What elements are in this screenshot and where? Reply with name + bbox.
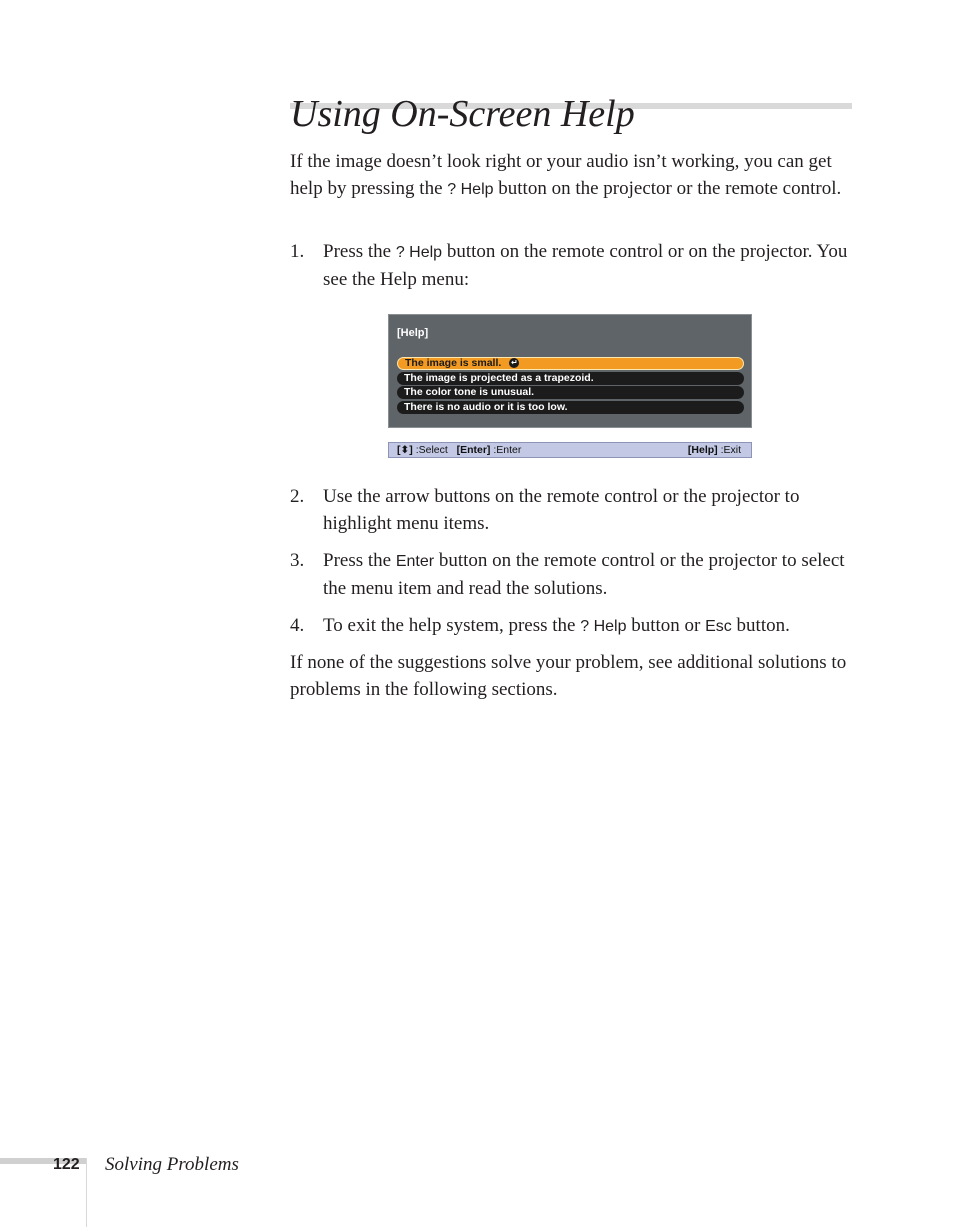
- step-number: 3.: [290, 550, 305, 571]
- step-3: [290, 548, 856, 602]
- closing-paragraph: If none of the suggestions solve your problem, see additional solutions to problems in the following sections.: [290, 652, 847, 700]
- esc-key-label: Esc: [705, 618, 732, 635]
- step-number: 4.: [290, 615, 305, 636]
- page-number: 122: [53, 1156, 80, 1173]
- step-text: [323, 239, 856, 293]
- step-text-after: button on the remote control or the projector to select the menu item and read the solutions.: [323, 550, 845, 599]
- help-menu-item-label: There is no audio or it is too low.: [404, 401, 568, 413]
- help-menu-footer: [388, 442, 752, 458]
- select-label: :Select: [415, 444, 448, 456]
- intro-text-after: button on the projector or the remote control.: [493, 177, 842, 199]
- step-number: 1.: [290, 241, 305, 262]
- intro-text-before: If the image doesn’t look right or your audio isn’t working, you can get help by pressing the: [290, 151, 832, 199]
- help-menu-item: [397, 386, 744, 399]
- help-menu-heading: [Help]: [397, 327, 429, 339]
- help-menu-item-label: The image is small.: [405, 357, 502, 369]
- footer-divider: [86, 1158, 87, 1227]
- help-key-label: ? Help: [395, 244, 443, 261]
- step-text-after: button.: [731, 615, 790, 636]
- enter-key-label: Enter: [395, 553, 435, 570]
- help-menu-item: [397, 372, 744, 385]
- help-menu-item-label: The color tone is unusual.: [404, 386, 535, 398]
- help-key-label: ? Help: [580, 618, 627, 635]
- exit-key: [Help]: [687, 444, 718, 456]
- help-menu-screenshot: [388, 314, 752, 428]
- step-text: [323, 613, 856, 641]
- exit-label: :Exit: [720, 444, 741, 456]
- step-4: [290, 613, 856, 641]
- enter-key: [Enter]: [456, 444, 491, 456]
- step-text: Use the arrow buttons on the remote control or the projector to highlight menu items.: [323, 486, 800, 534]
- step-2: [290, 484, 856, 537]
- intro-paragraph: [290, 149, 856, 203]
- enter-label: :Enter: [493, 444, 522, 456]
- help-footer-right: [688, 443, 741, 457]
- step-text-before: Press the: [323, 550, 396, 571]
- page-title: Using On-Screen Help: [290, 93, 635, 135]
- step-number: 2.: [290, 486, 305, 507]
- step-text-middle: button or: [626, 615, 706, 636]
- section-name: Solving Problems: [105, 1154, 239, 1175]
- help-key-label: ? Help: [447, 180, 494, 198]
- enter-icon: ↵: [510, 358, 518, 368]
- select-key: [⬍]: [397, 444, 413, 456]
- help-footer-left: [397, 443, 521, 457]
- step-text-before: Press the: [323, 241, 396, 262]
- help-menu-item: [397, 357, 744, 370]
- help-menu-item-label: The image is projected as a trapezoid.: [404, 372, 594, 384]
- step-text-before: To exit the help system, press the: [323, 615, 581, 636]
- step-text-after: button on the remote control or on the projector. You see the Help menu:: [323, 241, 848, 290]
- help-menu-item: [397, 401, 744, 414]
- step-text: [323, 548, 856, 602]
- step-1: [290, 239, 856, 293]
